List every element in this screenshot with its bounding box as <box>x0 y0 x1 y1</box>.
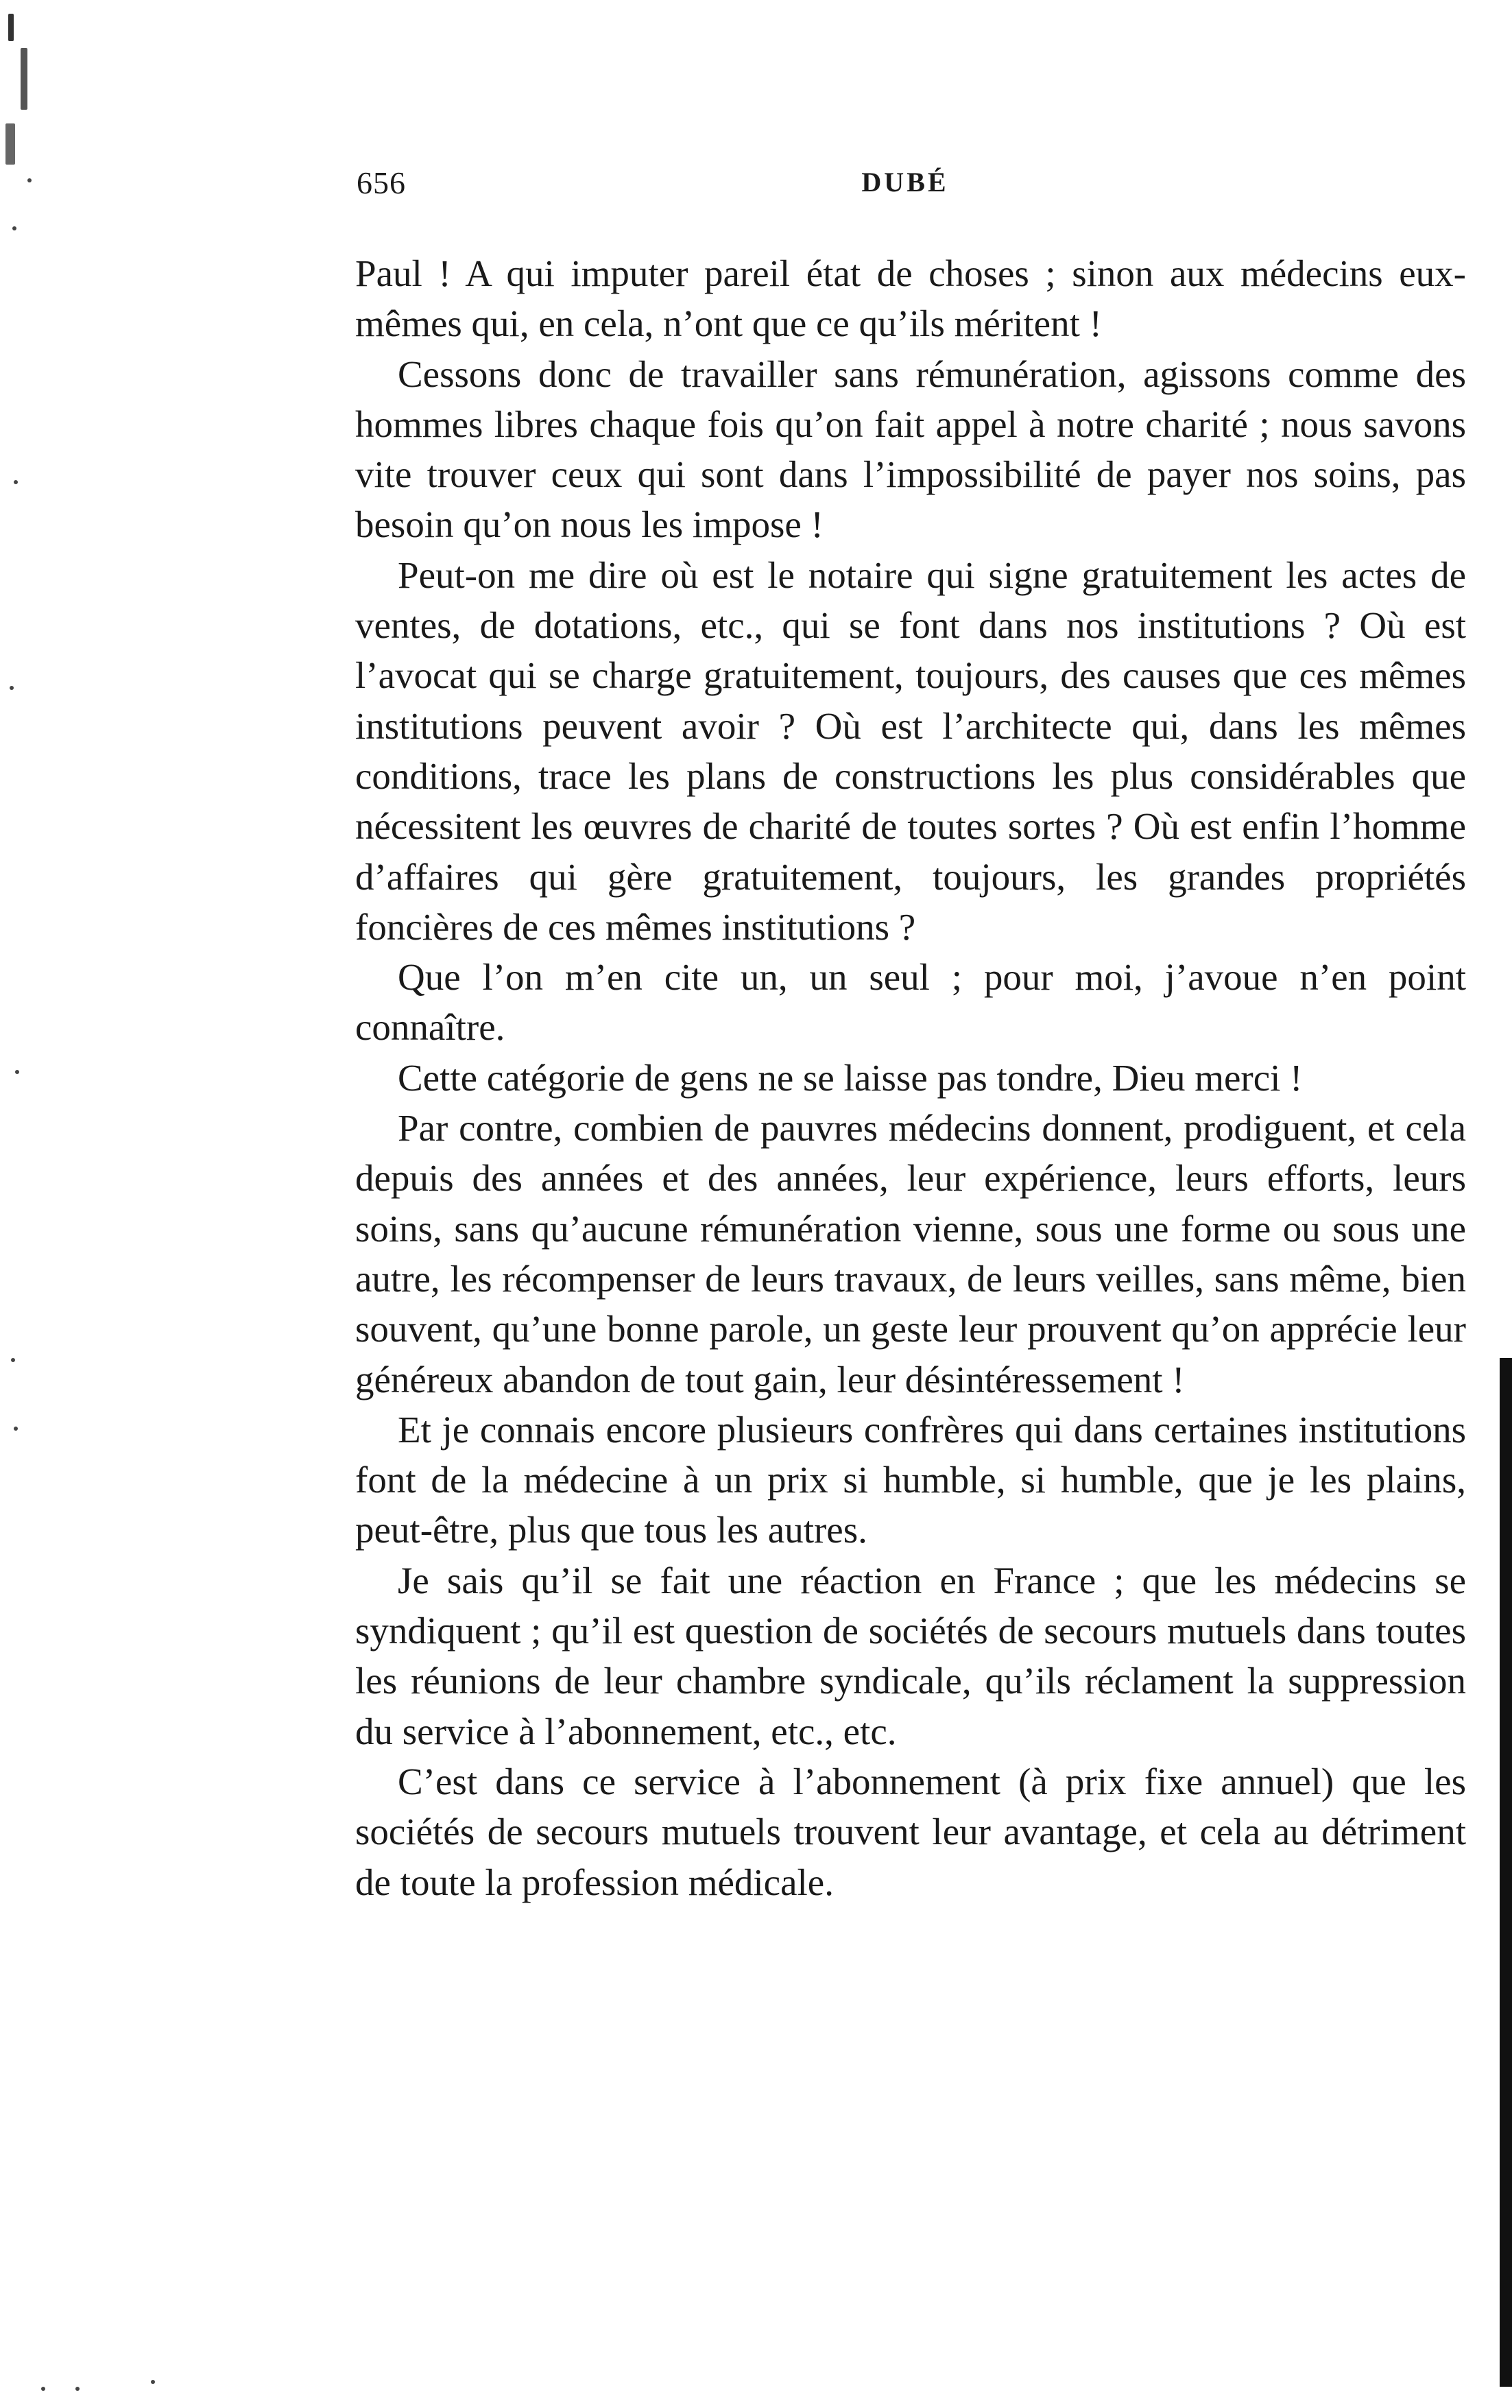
paragraph: Cette catégorie de gens ne se laisse pas tondre, Dieu merci ! <box>398 1056 1303 1099</box>
scan-speck <box>14 1427 18 1431</box>
scan-speck <box>11 1358 15 1362</box>
paragraph: Cessons donc de travailler sans rémunération, agissons comme des hommes libres chaque fois qu’on fait appel à notre charité ; nous savons vite trouver ceux qui sont dans l’impossibilité de payer nos soins, pas besoin qu’on nous les impose ! <box>355 353 1466 546</box>
scan-speck <box>15 1070 19 1074</box>
paragraph: Et je connais encore plusieurs confrères qui dans certaines institutions font de la médecine à un prix si humble, si humble, que je les plains, peut-être, plus que tous les autres. <box>355 1408 1466 1551</box>
paragraph: Que l’on m’en cite un, un seul ; pour moi, j’avoue n’en point connaître. <box>355 956 1466 1049</box>
scan-edge-right-shadow <box>1500 1358 1512 2387</box>
scan-speck <box>10 686 14 690</box>
body-text <box>355 248 1466 1907</box>
running-title: DUBÉ <box>861 167 949 198</box>
scan-edge-left-noise <box>0 0 48 274</box>
paragraph: Paul ! A qui imputer pareil état de choses ; sinon aux médecins eux-mêmes qui, en cela, n’ont que ce qu’ils méritent ! <box>355 252 1466 345</box>
scan-speck <box>151 2380 155 2384</box>
paragraph: C’est dans ce service à l’abonnement (à prix fixe annuel) que les sociétés de secours mutuels trouvent leur avantage, et cela au détriment de toute la profession médicale. <box>355 1760 1466 1903</box>
page-number: 656 <box>357 165 406 200</box>
running-head <box>357 165 1454 213</box>
scan-speck <box>14 480 18 484</box>
paragraph: Je sais qu’il se fait une réaction en France ; que les médecins se syndiquent ; qu’il est question de sociétés de secours mutuels dans toutes les réunions de leur chambre syndicale, qu’ils réclament la suppression du service à l’abonnement, etc., etc. <box>355 1559 1466 1752</box>
scan-speck <box>41 2387 45 2391</box>
scan-speck <box>75 2387 80 2391</box>
paragraph: Par contre, combien de pauvres médecins donnent, prodiguent, et cela depuis des années et des années, leur expérience, leurs efforts, leurs soins, sans qu’aucune rémunération vienne, sous une forme ou sous une autre, les récompenser de leurs travaux, de leurs veilles, sans même, bien souvent, qu’une bonne parole, un geste leur prouvent qu’on apprécie leur généreux abandon de tout gain, leur désintéressement ! <box>355 1107 1466 1400</box>
paragraph: Peut-on me dire où est le notaire qui signe gratuitement les actes de ventes, de dotations, etc., qui se font dans nos institutions ? Où est l’avocat qui se charge gratuitement, toujours, des causes que ces mêmes institutions peuvent avoir ? Où est l’architecte qui, dans les mêmes conditions, trace les plans de constructions les plus considérables que nécessitent les œuvres de charité de toutes sortes ? Où est enfin l’homme d’affaires qui gère gratuitement, toujours, les grandes propriétés foncières de ces mêmes institutions ? <box>355 553 1466 948</box>
